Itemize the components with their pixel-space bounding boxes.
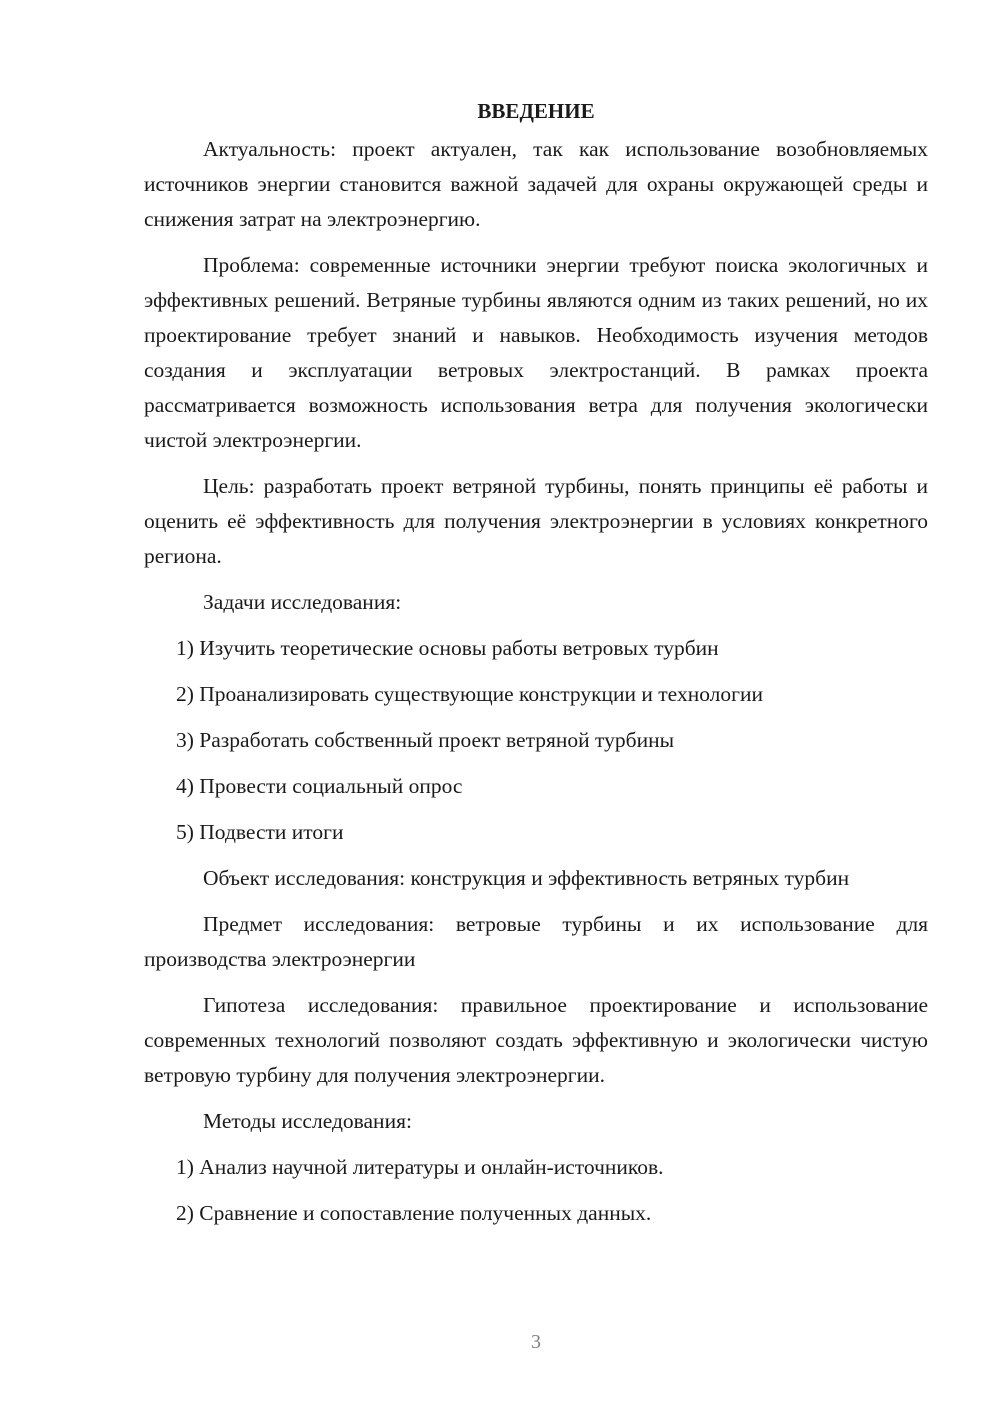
list-item: 1) Изучить теоретические основы работы ветровых турбин: [176, 636, 719, 660]
list-item: 2) Проанализировать существующие конструкции и технологии: [176, 682, 763, 706]
subject-paragraph: Предмет исследования: ветровые турбины и их использование для производства электроэнергии: [144, 912, 928, 971]
document-page: [144, 96, 928, 1242]
tasks-list: [144, 631, 928, 850]
object-paragraph: Объект исследования: конструкция и эффективность ветряных турбин: [203, 866, 850, 890]
list-item: 5) Подвести итоги: [176, 820, 344, 844]
list-item: 3) Разработать собственный проект ветряной турбины: [176, 728, 675, 752]
relevance-paragraph: Актуальность: проект актуален, так как использование возобновляемых источников энергии становится важной задачей для охраны окружающей среды и снижения затрат на электроэнергию.: [144, 137, 928, 231]
tasks-heading: Задачи исследования:: [203, 590, 402, 614]
methods-list: [144, 1150, 928, 1231]
page-title: ВВЕДЕНИЕ: [477, 99, 595, 123]
methods-heading: Методы исследования:: [203, 1109, 412, 1133]
goal-paragraph: Цель: разработать проект ветряной турбины, понять принципы её работы и оценить её эффективность для получения электроэнергии в условиях конкретного региона.: [144, 474, 928, 568]
list-item: 1) Анализ научной литературы и онлайн-источников.: [176, 1155, 664, 1179]
list-item: 4) Провести социальный опрос: [176, 774, 463, 798]
list-item: 2) Сравнение и сопоставление полученных данных.: [176, 1201, 652, 1225]
problem-paragraph: Проблема: современные источники энергии требуют поиска экологичных и эффективных решений. Ветряные турбины являются одним из таких решений, но их проектирование требует знаний и навыков. Необходимость изучения методов создания и эксплуатации ветровых электростанций. В рамках проекта рассматривается возможность использования ветра для получения экологически чистой электроэнергии.: [144, 253, 928, 452]
hypothesis-paragraph: Гипотеза исследования: правильное проектирование и использование современных технологий позволяют создать эффективную и экологически чистую ветровую турбину для получения электроэнергии.: [144, 993, 928, 1087]
page-number: 3: [531, 1331, 541, 1353]
